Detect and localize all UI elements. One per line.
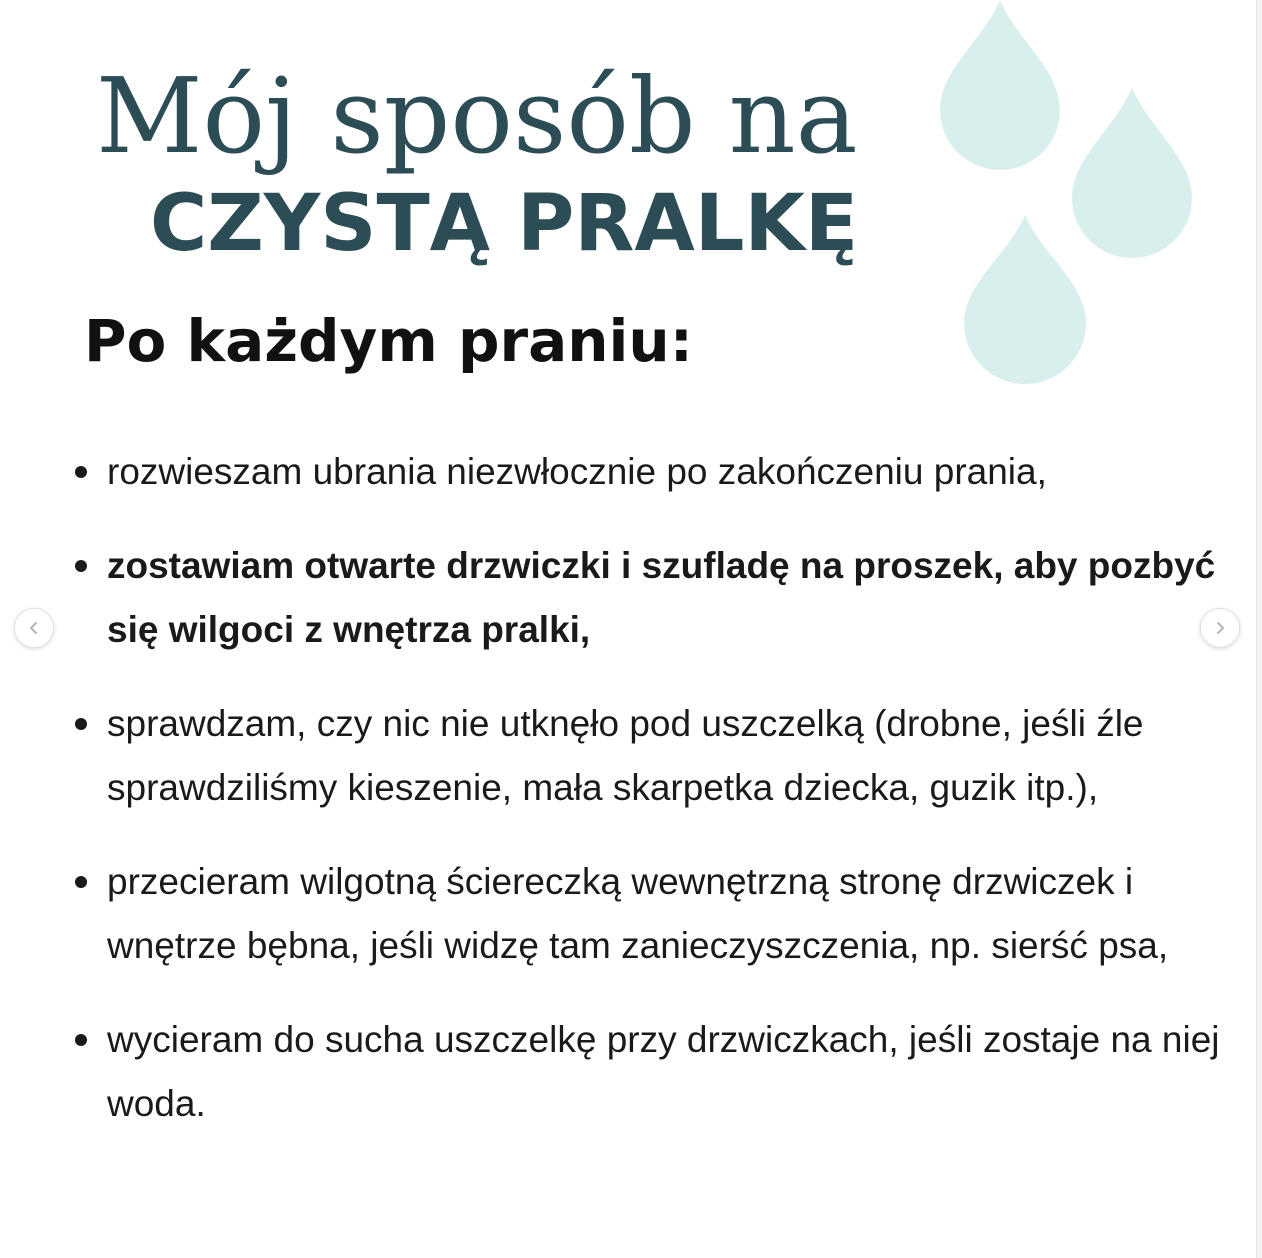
list-item-text: wycieram do sucha uszczelkę przy drzwiczkach, jeśli zostaje na niej woda.: [107, 1019, 1220, 1124]
viewer-edge: [1256, 0, 1262, 1258]
section-subtitle: Po każdym praniu:: [84, 307, 693, 375]
next-slide-button[interactable]: [1200, 608, 1240, 648]
title-line-2: CZYSTĄ PRALKĘ: [150, 179, 859, 269]
previous-slide-button[interactable]: [14, 608, 54, 648]
list-item-text: sprawdzam, czy nic nie utknęło pod uszczelką (drobne, jeśli źle sprawdziliśmy kieszenie, mała skarpetka dziecka, guzik itp.),: [107, 703, 1144, 808]
list-item-text: rozwieszam ubrania niezwłocznie po zakończeniu prania,: [107, 451, 1047, 492]
list-item: [70, 440, 1230, 504]
list-item-text: zostawiam otwarte drzwiczki i szufladę na proszek, aby pozbyć się wilgoci z wnętrza pralki,: [107, 545, 1216, 650]
bullet-icon: [75, 466, 87, 478]
tips-list: [70, 440, 1230, 1136]
list-item: [70, 692, 1230, 820]
title-line-1: Mój sposób na: [96, 55, 858, 177]
bullet-icon: [75, 876, 87, 888]
bullet-icon: [75, 560, 87, 572]
list-item: [70, 534, 1230, 662]
water-drop-icon: [964, 215, 1086, 384]
chevron-right-icon: [1213, 621, 1227, 635]
bullet-icon: [75, 718, 87, 730]
list-item: [70, 850, 1230, 978]
water-drops-icon: [925, 0, 1215, 400]
water-drop-icon: [940, 0, 1060, 170]
bullet-icon: [75, 1034, 87, 1046]
chevron-left-icon: [27, 621, 41, 635]
list-item-text: przecieram wilgotną ściereczką wewnętrzną stronę drzwiczek i wnętrze bębna, jeśli widzę tam zanieczyszczenia, np. sierść psa,: [107, 861, 1169, 966]
water-drop-icon: [1072, 88, 1192, 258]
list-item: [70, 1008, 1230, 1136]
